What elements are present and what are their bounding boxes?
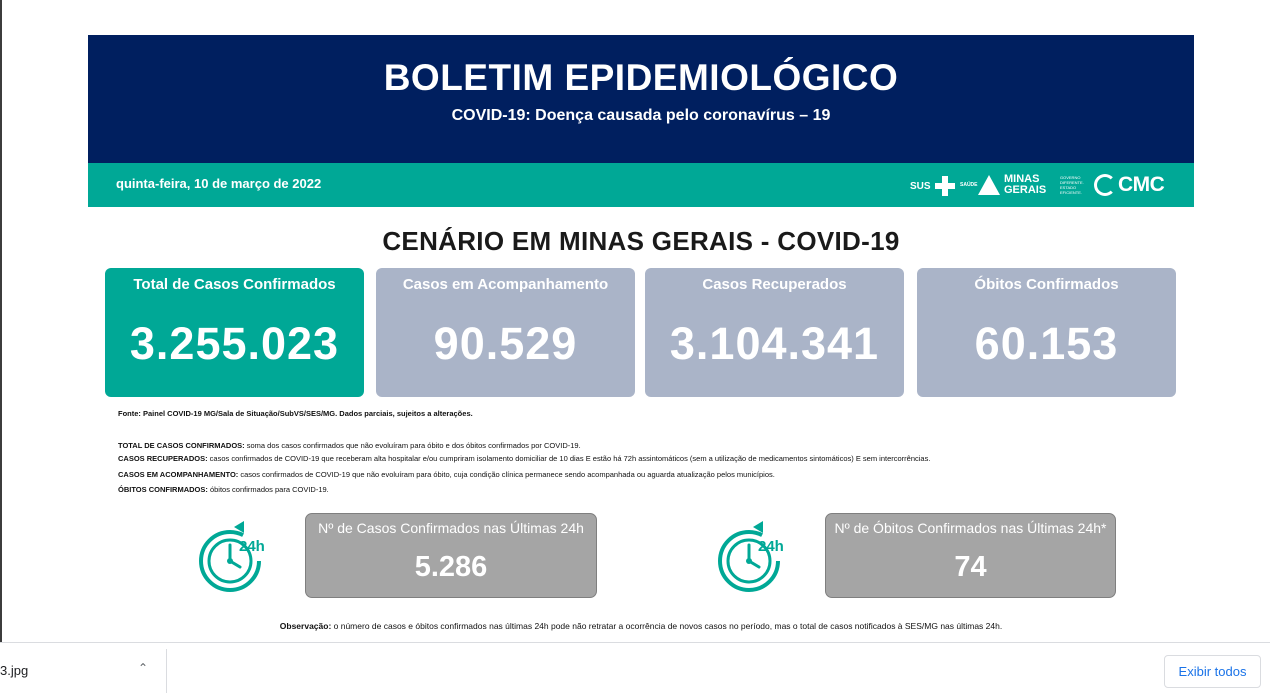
deaths-last-24h-label: Nº de Óbitos Confirmados nas Últimas 24h* [834,520,1107,536]
kpi-card-monitored-cases [376,268,635,397]
kpi-label: Total de Casos Confirmados [133,276,336,293]
definition-term: CASOS EM ACOMPANHAMENTO: [118,470,239,479]
bulletin-image [88,35,1194,642]
definition-text: soma dos casos confirmados que não evoluíram para óbito e dos óbitos confirmados por COVID-19. [244,441,581,450]
divider [166,649,167,693]
download-bar [0,642,1270,697]
download-filename[interactable]: 3.jpg [0,663,29,678]
saude-logo-text: SAÚDE [960,182,978,188]
minas-gerais-slogan: GOVERNO DIFERENTE. ESTADO EFICIENTE. [1060,175,1084,195]
section-title: CENÁRIO EM MINAS GERAIS - COVID-19 [382,226,900,256]
kpi-card-total-cases [105,268,364,397]
cases-last-24h-card [305,513,597,598]
definition-text: casos confirmados de COVID-19 que não evoluíram para óbito, cuja condição clínica permanece sendo acompanhada ou aguarda atualização pelos municípios. [238,470,775,479]
kpi-label: Casos Recuperados [702,276,847,293]
cases-last-24h-value: 5.286 [414,551,488,583]
observation-text: o número de casos e óbitos confirmados nas últimas 24h pode não retratar a ocorrência de novos casos no período, mas o total de casos notificados à SES/MG nas últimas 24h. [331,621,1003,631]
definition-term: CASOS RECUPERADOS: [118,454,208,463]
bulletin-date: quinta-feira, 10 de março de 2022 [116,176,322,191]
kpi-card-confirmed-deaths [917,268,1176,397]
observation-term: Observação: [279,621,332,631]
virus-icon [1094,174,1116,196]
triangle-icon [978,175,1000,195]
bulletin-title: BOLETIM EPIDEMIOLÓGICO [383,57,899,98]
observation-note [88,621,1194,631]
clock-24h-icon [713,515,793,597]
header-band [88,35,1194,163]
definition-term: ÓBITOS CONFIRMADOS: [118,485,208,494]
cases-last-24h-label: Nº de Casos Confirmados nas Últimas 24h [318,520,584,536]
cross-icon [935,176,955,196]
show-all-button[interactable]: Exibir todos [1164,655,1261,688]
minas-gerais-logo [978,174,1086,196]
definition-text: óbitos confirmados para COVID-19. [207,485,329,494]
clock-24h-icon [194,515,274,597]
kpi-card-recovered-cases [645,268,904,397]
sus-logo [910,175,955,197]
kpi-value: 90.529 [433,318,578,369]
svg-text:24h: 24h [758,538,784,555]
deaths-last-24h-card [825,513,1116,598]
cmc-logo-text: CMC [1118,173,1165,196]
definition-monitored [118,470,775,479]
definition-total [118,441,581,450]
definition-term: TOTAL DE CASOS CONFIRMADOS: [118,441,245,450]
kpi-value: 3.255.023 [129,318,340,369]
source-note: Fonte: Painel COVID-19 MG/Sala de Situação/SubVS/SES/MG. Dados parciais, sujeitos a alterações. [118,409,473,418]
deaths-last-24h-value: 74 [954,551,987,583]
kpi-label: Óbitos Confirmados [974,276,1119,293]
svg-text:24h: 24h [239,538,265,555]
kpi-value: 60.153 [974,318,1119,369]
sus-logo-text: SUS [910,180,931,192]
definition-deaths [118,485,329,494]
kpi-label: Casos em Acompanhamento [402,276,609,293]
kpi-value: 3.104.341 [669,318,880,369]
definition-text: casos confirmados de COVID-19 que receberam alta hospitalar e/ou cumpriram isolamento domiciliar de 10 dias E estão há 72h assintomáticos (sem a utilização de medicamentos sintomáticos) E sem intercorrências. [207,454,931,463]
cmc-logo [1094,173,1164,197]
minas-gerais-logo-text: MINAS GERAIS [1004,173,1047,196]
definition-recovered [118,454,930,463]
chevron-up-icon[interactable]: ⌃ [137,661,149,675]
bulletin-subtitle: COVID-19: Doença causada pelo coronavírus – 19 [451,107,831,124]
date-band [88,163,1194,207]
